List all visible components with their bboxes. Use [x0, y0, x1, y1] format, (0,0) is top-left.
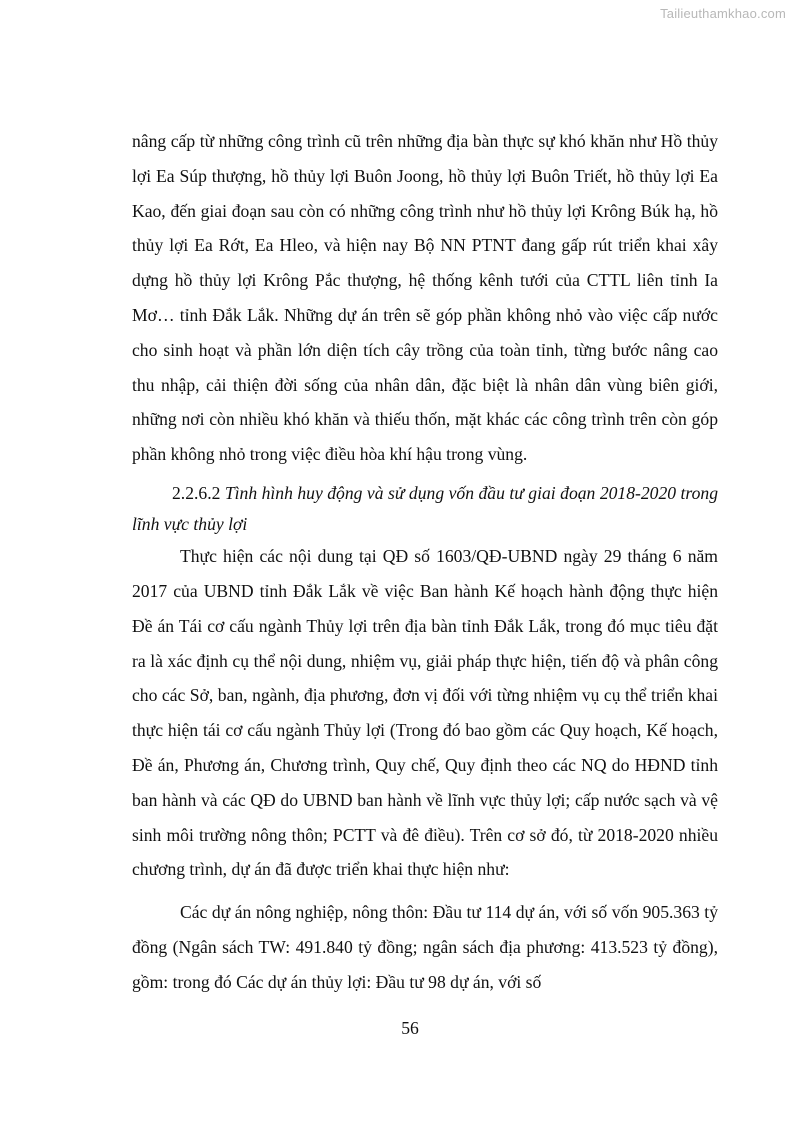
- section-heading: [132, 478, 718, 539]
- page-body: [132, 124, 718, 1000]
- page-number: 56: [401, 1018, 419, 1038]
- paragraph-projects: Các dự án nông nghiệp, nông thôn: Đầu tư 114 dự án, với số vốn 905.363 tỷ đồng (Ngân sách TW: 491.840 tỷ đồng; ngân sách địa phương: 413.523 tỷ đồng), gồm: trong đó Các dự án thủy lợi: Đầu tư 98 dự án, với số: [132, 902, 718, 992]
- section-heading-title: Tình hình huy động và sử dụng vốn đầu tư giai đoạn 2018-2020 trong lĩnh vực thủy lợi: [132, 482, 718, 534]
- section-heading-number: 2.2.6.2: [172, 482, 221, 503]
- paragraph-implementation: Thực hiện các nội dung tại QĐ số 1603/QĐ-UBND ngày 29 tháng 6 năm 2017 của UBND tỉnh Đắk Lắk về việc Ban hành Kế hoạch hành động thực hiện Đề án Tái cơ cấu ngành Thủy lợi trên địa bàn tỉnh Đắk Lắk, trong đó mục tiêu đặt ra là xác định cụ thể nội dung, nhiệm vụ, giải pháp thực hiện, tiến độ và phân công cho các Sở, ban, ngành, địa phương, đơn vị đối với từng nhiệm vụ cụ thể triển khai thực hiện tái cơ cấu ngành Thủy lợi (Trong đó bao gồm các Quy hoạch, Kế hoạch, Đề án, Phương án, Chương trình, Quy chế, Quy định theo các NQ do HĐND tỉnh ban hành và các QĐ do UBND ban hành về lĩnh vực thủy lợi; cấp nước sạch và vệ sinh môi trường nông thôn; PCTT và đê điều). Trên cơ sở đó, từ 2018-2020 nhiều chương trình, dự án đã được triển khai thực hiện như:: [132, 546, 718, 880]
- paragraph-continuation: nâng cấp từ những công trình cũ trên những địa bàn thực sự khó khăn như Hồ thủy lợi Ea Súp thượng, hồ thủy lợi Buôn Joong, hồ thủy lợi Buôn Triết, hồ thủy lợi Ea Kao, đến giai đoạn sau còn có những công trình như hồ thủy lợi Krông Búk hạ, hồ thủy lợi Ea Rớt, Ea Hleo, và hiện nay Bộ NN PTNT đang gấp rút triển khai xây dựng hồ thủy lợi Krông Pắc thượng, hệ thống kênh tưới của CTTL liên tỉnh Ia Mơ… tỉnh Đắk Lắk. Những dự án trên sẽ góp phần không nhỏ vào việc cấp nước cho sinh hoạt và phần lớn diện tích cây trồng của toàn tỉnh, từng bước nâng cao thu nhập, cải thiện đời sống của nhân dân, đặc biệt là nhân dân vùng biên giới, những nơi còn nhiều khó khăn và thiếu thốn, mặt khác các công trình trên còn góp phần không nhỏ trong việc điều hòa khí hậu trong vùng.: [132, 131, 718, 465]
- watermark-text: Tailieuthamkhao.com: [660, 6, 786, 21]
